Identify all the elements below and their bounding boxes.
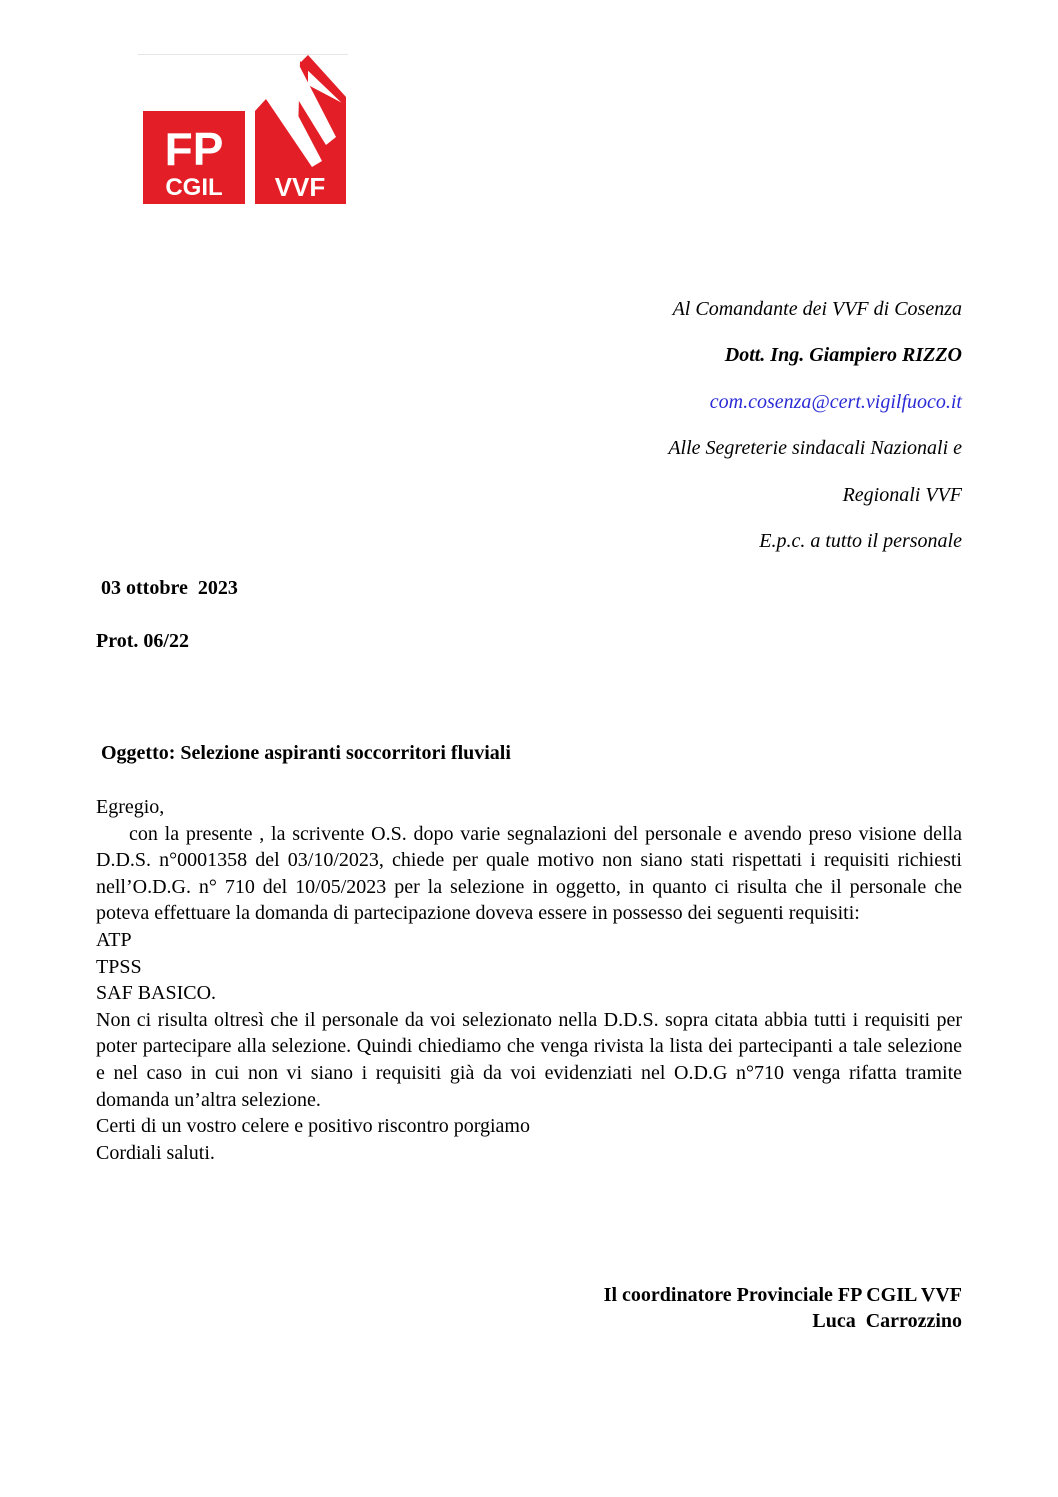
recipient-email-link[interactable]: com.cosenza@cert.vigilfuoco.it <box>709 391 962 413</box>
letter-date: 03 ottobre 2023 <box>101 577 238 599</box>
requirement-item: TPSS <box>96 955 142 978</box>
recipient-commander: Al Comandante dei VVF di Cosenza <box>672 298 962 320</box>
fp-cgil-vvf-logo <box>140 55 350 207</box>
recipient-cc: E.p.c. a tutto il personale <box>759 530 962 552</box>
body-paragraph-2: Non ci risulta oltresì che il personale da voi selezionato nella D.D.S. sopra citata abbia tutti i requisiti per poter partecipare alla selezione. Quindi chiediamo che venga rivista la lista dei partecipanti a tale selezione e nel caso in cui non vi siano i requisiti già da voi evidenziati nel O.D.G n°710 venga rifatta tramite domanda un’altra selezione. <box>96 1008 962 1111</box>
recipient-name: Dott. Ing. Giampiero RIZZO <box>724 344 962 366</box>
requirement-item: ATP <box>96 928 132 951</box>
recipient-secretariats: Alle Segreterie sindacali Nazionali e <box>668 437 962 459</box>
logo-fp-text: FP <box>164 123 224 175</box>
body-paragraph-1: con la presente , la scrivente O.S. dopo varie segnalazioni del personale e avendo preso visione della D.D.S. n°0001358 del 03/10/2023, chiede per quale motivo non siano stati rispettati i requisiti richiesti nell’O.D.G. n° 710 del 10/05/2023 per la selezione in oggetto, in quanto ci risulta che il personale che poteva effettuare la domanda di partecipazione doveva essere in possesso dei seguenti requisiti: <box>96 822 962 925</box>
letter-subject: Oggetto: Selezione aspiranti soccorritori fluviali <box>101 742 511 764</box>
closing-line: Certi di un vostro celere e positivo riscontro porgiamo <box>96 1115 530 1138</box>
signature-name: Luca Carrozzino <box>812 1310 962 1332</box>
logo-vvf-text: VVF <box>274 172 326 202</box>
letter-body <box>96 794 962 1166</box>
requirement-item: SAF BASICO. <box>96 982 217 1005</box>
recipient-regional: Regionali VVF <box>842 484 962 506</box>
signature-block <box>604 1282 962 1334</box>
closing-salutation: Cordiali saluti. <box>96 1141 215 1164</box>
signature-role: Il coordinatore Provinciale FP CGIL VVF <box>603 1284 962 1306</box>
greeting: Egregio, <box>96 796 165 818</box>
logo-cgil-text: CGIL <box>165 174 223 201</box>
protocol-number: Prot. 06/22 <box>96 630 189 652</box>
